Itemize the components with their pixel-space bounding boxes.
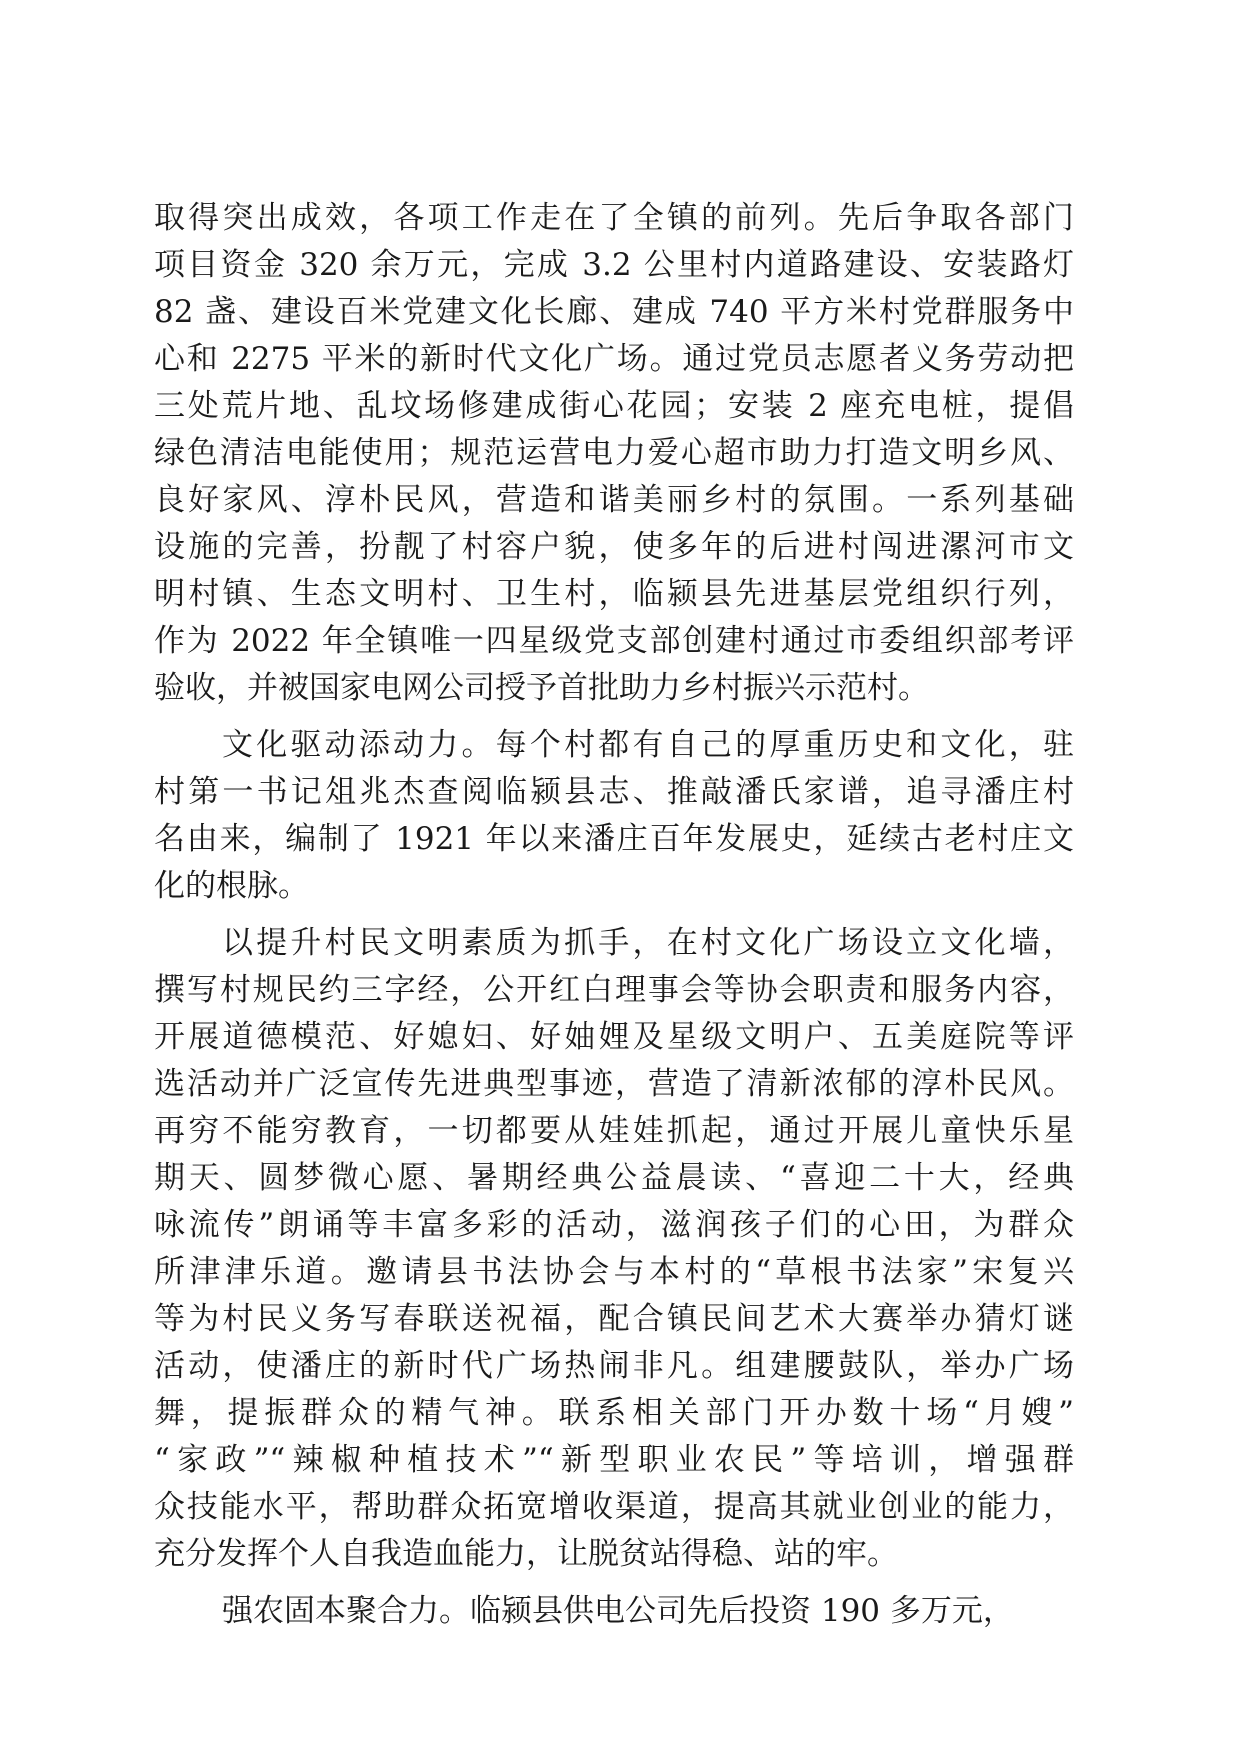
text-line: 选活动并广泛宣传先进典型事迹，营造了清新浓郁的淳朴民风。 bbox=[154, 1066, 1074, 1102]
body-text bbox=[154, 195, 1074, 1635]
text-line: 三处荒片地、乱坟场修建成街心花园；安装 2 座充电桩，提倡 bbox=[154, 388, 1074, 424]
text-line: 活动，使潘庄的新时代广场热闹非凡。组建腰鼓队，举办广场 bbox=[154, 1348, 1074, 1384]
text-line: 咏流传”朗诵等丰富多彩的活动，滋润孩子们的心田，为群众 bbox=[154, 1207, 1074, 1243]
paragraph-agriculture bbox=[154, 1588, 1074, 1635]
paragraph-civilization bbox=[154, 920, 1074, 1578]
text-line: 绿色清洁电能使用；规范运营电力爱心超市助力打造文明乡风、 bbox=[154, 435, 1074, 471]
text-line: 强农固本聚合力。临颍县供电公司先后投资 190 多万元， bbox=[222, 1593, 1014, 1629]
paragraph-gap bbox=[154, 910, 1074, 920]
text-line: 名由来，编制了 1921 年以来潘庄百年发展史，延续古老村庄文 bbox=[154, 821, 1074, 857]
text-line: 心和 2275 平米的新时代文化广场。通过党员志愿者义务劳动把 bbox=[154, 341, 1074, 377]
text-line: 明村镇、生态文明村、卫生村，临颍县先进基层党组织行列， bbox=[154, 576, 1074, 612]
text-line: 充分发挥个人自我造血能力，让脱贫站得稳、站的牢。 bbox=[154, 1536, 898, 1572]
paragraph-culture bbox=[154, 722, 1074, 910]
text-line: 开展道德模范、好媳妇、好妯娌及星级文明户、五美庭院等评 bbox=[154, 1019, 1074, 1055]
text-line: 良好家风、淳朴民风，营造和谐美丽乡村的氛围。一系列基础 bbox=[154, 482, 1074, 518]
text-line: 取得突出成效，各项工作走在了全镇的前列。先后争取各部门 bbox=[154, 200, 1074, 236]
text-line: 再穷不能穷教育，一切都要从娃娃抓起，通过开展儿童快乐星 bbox=[154, 1113, 1074, 1149]
paragraph-gap bbox=[154, 1578, 1074, 1588]
paragraph-achievements bbox=[154, 195, 1074, 712]
text-line: “家政”“辣椒种植技术”“新型职业农民”等培训，增强群 bbox=[154, 1442, 1074, 1478]
text-line: 以提升村民文明素质为抓手，在村文化广场设立文化墙， bbox=[222, 925, 1074, 961]
text-line: 村第一书记俎兆杰查阅临颍县志、推敲潘氏家谱，追寻潘庄村 bbox=[154, 774, 1074, 810]
text-line: 82 盏、建设百米党建文化长廊、建成 740 平方米村党群服务中 bbox=[154, 294, 1074, 330]
text-line: 舞，提振群众的精气神。联系相关部门开办数十场“月嫂” bbox=[154, 1395, 1074, 1431]
text-line: 所津津乐道。邀请县书法协会与本村的“草根书法家”宋复兴 bbox=[154, 1254, 1074, 1290]
text-line: 作为 2022 年全镇唯一四星级党支部创建村通过市委组织部考评 bbox=[154, 623, 1074, 659]
text-line: 化的根脉。 bbox=[154, 868, 309, 904]
text-line: 设施的完善，扮靓了村容户貌，使多年的后进村闯进漯河市文 bbox=[154, 529, 1074, 565]
text-line: 期天、圆梦微心愿、暑期经典公益晨读、“喜迎二十大，经典 bbox=[154, 1160, 1074, 1196]
text-line: 文化驱动添动力。每个村都有自己的厚重历史和文化，驻 bbox=[222, 727, 1074, 763]
text-line: 验收，并被国家电网公司授予首批助力乡村振兴示范村。 bbox=[154, 670, 929, 706]
paragraph-gap bbox=[154, 712, 1074, 722]
text-line: 项目资金 320 余万元，完成 3.2 公里村内道路建设、安装路灯 bbox=[154, 247, 1074, 283]
text-line: 等为村民义务写春联送祝福，配合镇民间艺术大赛举办猜灯谜 bbox=[154, 1301, 1074, 1337]
text-line: 众技能水平，帮助群众拓宽增收渠道，提高其就业创业的能力， bbox=[154, 1489, 1074, 1525]
text-line: 撰写村规民约三字经，公开红白理事会等协会职责和服务内容， bbox=[154, 972, 1074, 1008]
